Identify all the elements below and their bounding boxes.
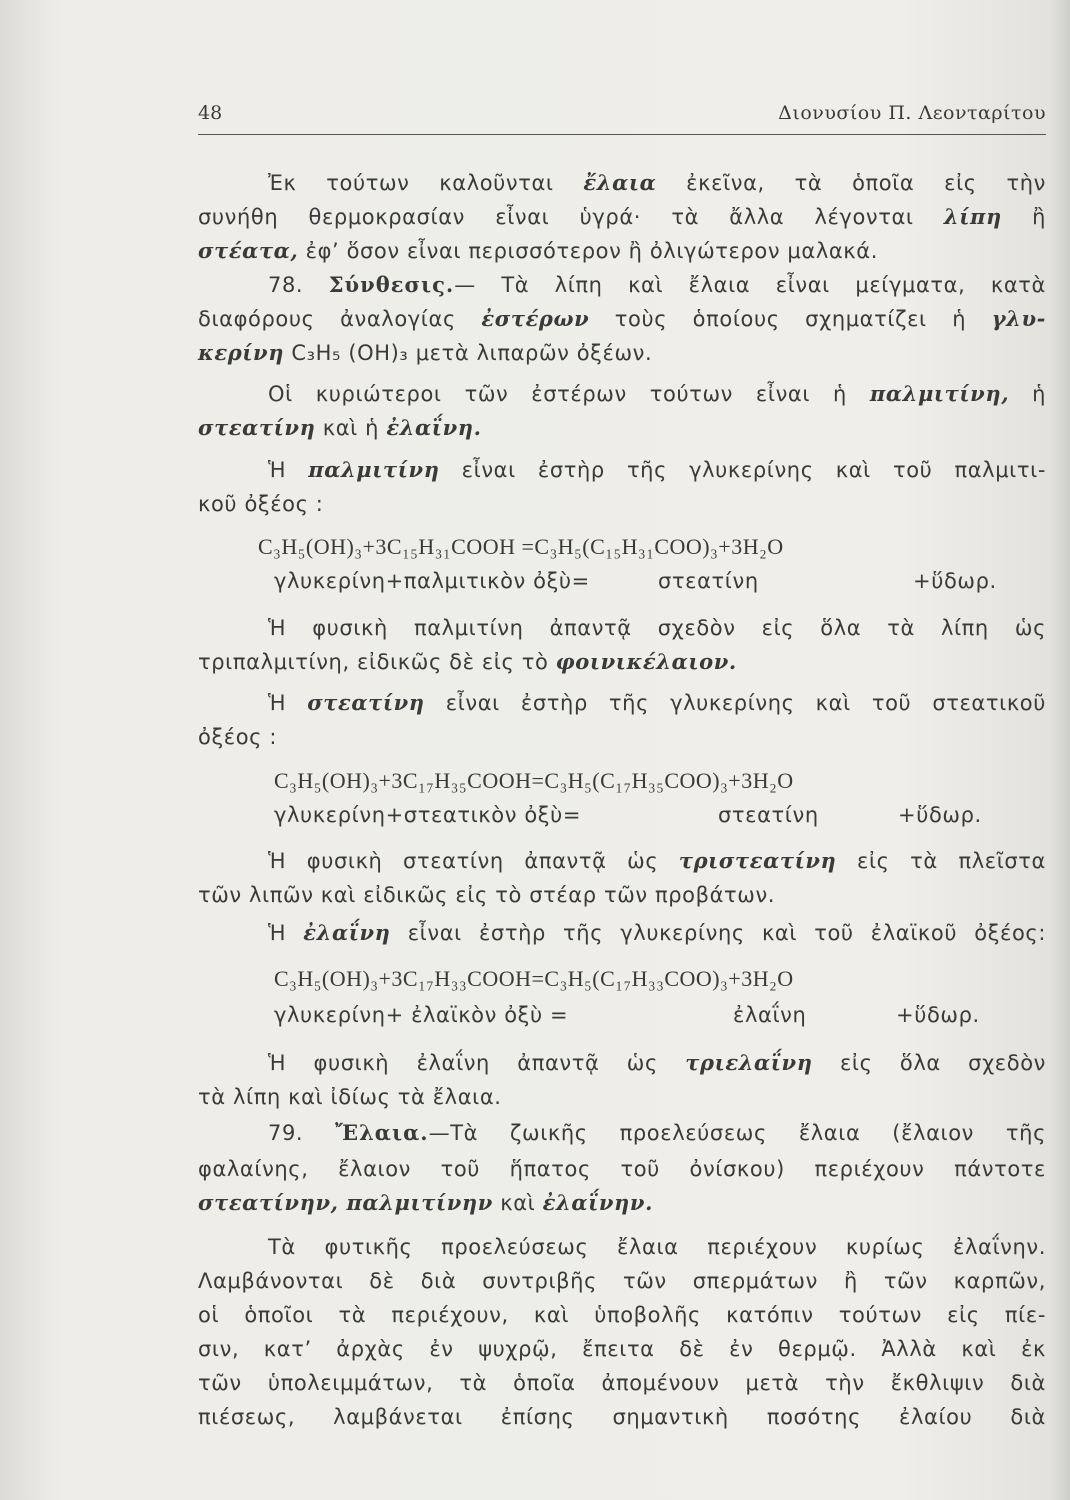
equation-words: γλυκερίνη+ ἐλαϊκὸν ὀξὺ = <box>274 1003 569 1027</box>
text-line: πιέσεως, λαμβάνεται ἐπίσης σημαντικὴ ποσότης ἐλαίου διὰ <box>198 1405 1046 1429</box>
equation-palmitin: C₃H₅(OH)₃+3C₁₅H₃₁COOH =C₃H₅(C₁₅H₃₁COO)₃+3H₂O <box>258 534 784 559</box>
text-line: Ἡ στεατίνη εἶναι ἐστὴρ τῆς γλυκερίνης καὶ τοῦ στεατικοῦ <box>268 690 1047 715</box>
section-heading-79: 79. Ἔλαια.—Τὰ ζωικῆς προελεύσεως ἔλαια (ἔλαιον τῆς <box>268 1120 1046 1145</box>
text-line: Ἡ παλμιτίνη εἶναι ἐστὴρ τῆς γλυκερίνης καὶ τοῦ παλμιτι- <box>268 457 1047 482</box>
text-line: Τὰ φυτικῆς προελεύσεως ἔλαια περιέχουν κυρίως ἐλαΐνην. <box>268 1235 1046 1259</box>
equation-product: ἐλαΐνη <box>733 1003 807 1027</box>
text-line: κοῦ ὀξέος : <box>198 492 324 516</box>
text-line: στέατα, ἐφ’ ὅσον εἶναι περισσότερον ἢ ὀλιγώτερον μαλακά. <box>198 238 878 263</box>
text-line: στεατίνη καὶ ἡ ἐλαΐνη. <box>198 415 482 440</box>
equation-words: γλυκερίνη+παλμιτικὸν ὀξὺ= <box>274 569 590 593</box>
running-head: Διονυσίου Π. Λεονταρίτου <box>778 102 1046 124</box>
text-line: οἱ ὁποῖοι τὰ περιέχουν, καὶ ὑποβολῆς κατόπιν τούτων εἰς πίε- <box>198 1303 1046 1327</box>
page-header <box>198 100 1046 135</box>
text-line: Ἡ φυσικὴ ἐλαΐνη ἀπαντᾷ ὡς τριελαΐνη εἰς ὅλα σχεδὸν <box>268 1050 1046 1075</box>
equation-water: +ὕδωρ. <box>913 569 997 593</box>
page-number: 48 <box>198 102 223 124</box>
text-line: Λαμβάνονται δὲ διὰ συντριβῆς τῶν σπερμάτων ἢ τῶν καρπῶν, <box>198 1269 1046 1293</box>
equation-words: γλυκερίνη+στεατικὸν ὀξὺ= <box>274 803 582 827</box>
equation-water: +ὕδωρ. <box>898 803 982 827</box>
text-line: τῶν ὑπολειμμάτων, τὰ ὁποῖα ἀπομένουν μετὰ τὴν ἔκθλιψιν διὰ <box>198 1371 1046 1395</box>
text-line: Ἡ φυσικὴ παλμιτίνη ἀπαντᾷ σχεδὸν εἰς ὅλα τὰ λίπη ὡς <box>268 616 1046 640</box>
text-line: τῶν λιπῶν καὶ εἰδικῶς εἰς τὸ στέαρ τῶν προβάτων. <box>198 883 776 907</box>
text-line: φαλαίνης, ἔλαιον τοῦ ἥπατος τοῦ ὀνίσκου) περιέχουν πάντοτε <box>198 1157 1046 1181</box>
equation-product: στεατίνη <box>718 803 819 827</box>
text-line: σιν, κατ’ ἀρχὰς ἐν ψυχρῷ, ἔπειτα δὲ ἐν θερμῷ. Ἀλλὰ καὶ ἐκ <box>198 1337 1046 1361</box>
section-heading-78: 78. Σύνθεσις.— Τὰ λίπη καὶ ἔλαια εἶναι μείγματα, κατὰ <box>268 272 1046 297</box>
text-line: διαφόρους ἀναλογίας ἐστέρων τοὺς ὁποίους σχηματίζει ἡ γλυ- <box>198 306 1046 331</box>
equation-water: +ὕδωρ. <box>896 1003 980 1027</box>
text-line: τριπαλμιτίνη, εἰδικῶς δὲ εἰς τὸ φοινικέλαιον. <box>198 649 737 674</box>
text-line: Ἡ φυσικὴ στεατίνη ἀπαντᾷ ὡς τριστεατίνη εἰς τὰ πλεῖστα <box>268 848 1046 873</box>
equation-olein: C₃H₅(OH)₃+3C₁₇H₃₃COOH=C₃H₅(C₁₇H₃₃COO)₃+3H₂O <box>274 966 794 991</box>
text-line: Ἐκ τούτων καλοῦνται ἔλαια ἐκεῖνα, τὰ ὁποῖα εἰς τὴν <box>268 170 1046 195</box>
equation-product: στεατίνη <box>658 569 759 593</box>
equation-stearin: C₃H₅(OH)₃+3C₁₇H₃₅COOH=C₃H₅(C₁₇H₃₅COO)₃+3H₂O <box>274 768 794 793</box>
text-line: Οἱ κυριώτεροι τῶν ἐστέρων τούτων εἶναι ἡ παλμιτίνη, ἡ <box>268 381 1046 406</box>
text-line: στεατίνην, παλμιτίνην καὶ ἐλαΐνην. <box>198 1190 653 1215</box>
text-line: ὀξέος : <box>198 725 278 749</box>
text-line: Ἡ ἐλαΐνη εἶναι ἐστὴρ τῆς γλυκερίνης καὶ τοῦ ἐλαϊκοῦ ὀξέος: <box>268 920 1047 945</box>
text-line: τὰ λίπη καὶ ἰδίως τὰ ἔλαια. <box>198 1085 502 1109</box>
text-line: κερίνη C₃H₅ (OH)₃ μετὰ λιπαρῶν ὀξέων. <box>198 340 653 365</box>
text-line: συνήθη θερμοκρασίαν εἶναι ὑγρά· τὰ ἄλλα λέγονται λίπη ἢ <box>198 204 1047 229</box>
